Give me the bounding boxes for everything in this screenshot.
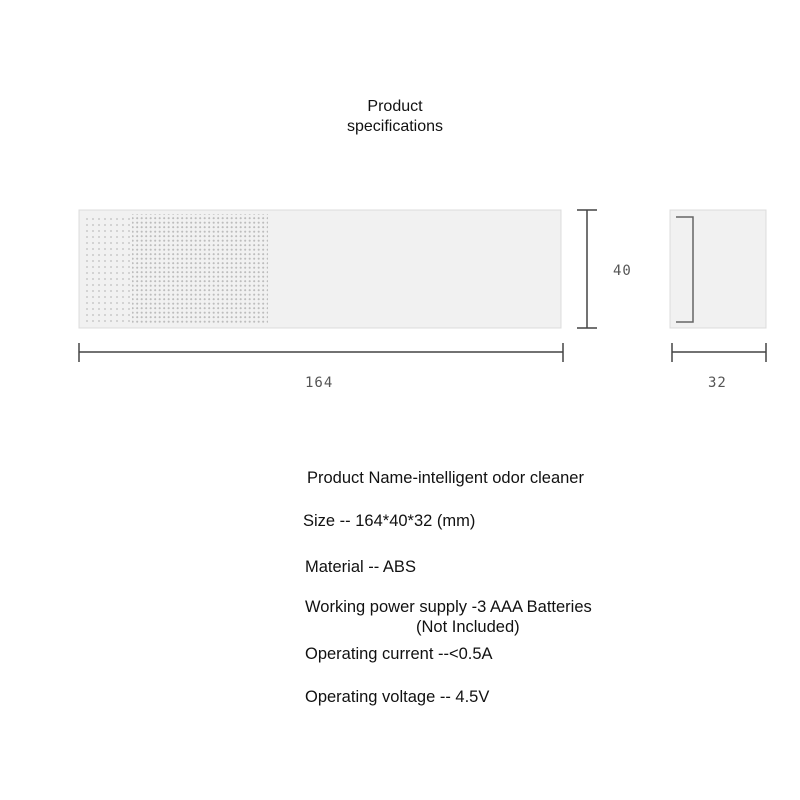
title-line-1: Product [367,98,423,115]
length-dimension [79,343,563,362]
spec-power-supply-note: (Not Included) [416,618,520,636]
height-dimension [577,210,597,328]
title-line-2: specifications [346,118,444,135]
product-side-view [670,210,766,328]
height-label: 40 [613,263,632,279]
spec-size: Size -- 164*40*32 (mm) [303,512,476,530]
spec-material: Material -- ABS [305,558,416,576]
spec-operating-current: Operating current --<0.5A [305,645,493,663]
spec-power-supply: Working power supply -3 AAA Batteries [305,598,592,616]
spec-product-name: Product Name-intelligent odor cleaner [307,469,584,487]
width-label: 32 [708,375,727,391]
spec-operating-voltage: Operating voltage -- 4.5V [305,688,490,706]
length-label: 164 [305,375,334,391]
width-dimension [672,343,766,362]
speaker-grille [132,214,268,324]
speaker-grille-sparse [84,214,132,324]
